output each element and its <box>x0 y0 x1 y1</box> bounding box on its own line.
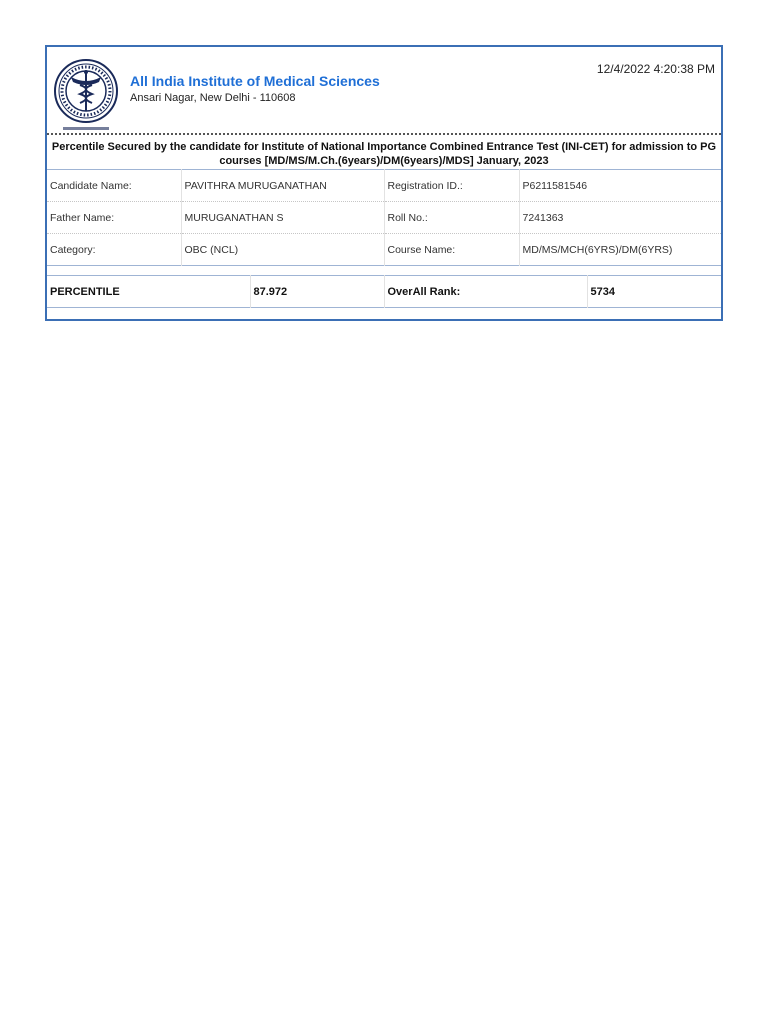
candidate-details-table <box>47 169 721 266</box>
result-document <box>45 45 723 321</box>
candidate-name-label: Candidate Name: <box>47 170 181 202</box>
table-row <box>47 276 721 308</box>
percentile-value: 87.972 <box>250 276 384 308</box>
table-row <box>47 170 721 202</box>
roll-no-value: 7241363 <box>519 202 721 234</box>
candidate-name-value: PAVITHRA MURUGANATHAN <box>181 170 384 202</box>
category-value: OBC (NCL) <box>181 234 384 266</box>
percentile-label: PERCENTILE <box>47 276 250 308</box>
registration-id-value: P6211581546 <box>519 170 721 202</box>
registration-id-label: Registration ID.: <box>384 170 519 202</box>
document-header <box>47 47 721 133</box>
category-label: Category: <box>47 234 181 266</box>
overall-rank-value: 5734 <box>590 285 615 298</box>
father-name-value: MURUGANATHAN S <box>181 202 384 234</box>
father-name-label: Father Name: <box>47 202 181 234</box>
overall-rank-label: OverAll Rank: <box>384 276 587 308</box>
table-row <box>47 202 721 234</box>
institute-name: All India Institute of Medical Sciences <box>130 73 380 89</box>
dotted-divider <box>47 133 721 135</box>
print-timestamp: 12/4/2022 4:20:38 PM <box>596 62 715 76</box>
aiims-emblem-icon <box>53 55 119 135</box>
table-row <box>47 234 721 266</box>
course-name-label: Course Name: <box>384 234 519 266</box>
institute-address: Ansari Nagar, New Delhi - 110608 <box>130 92 296 104</box>
result-table <box>47 275 721 308</box>
roll-no-label: Roll No.: <box>384 202 519 234</box>
course-name-value: MD/MS/MCH(6YRS)/DM(6YRS) <box>522 243 673 256</box>
document-title: Percentile Secured by the candidate for Institute of National Importance Combined Entrance Test (INI-CET) for admission to PG courses [MD/MS/M.Ch.(6years)/DM(6years)/MDS] January, 2023 <box>51 141 717 167</box>
